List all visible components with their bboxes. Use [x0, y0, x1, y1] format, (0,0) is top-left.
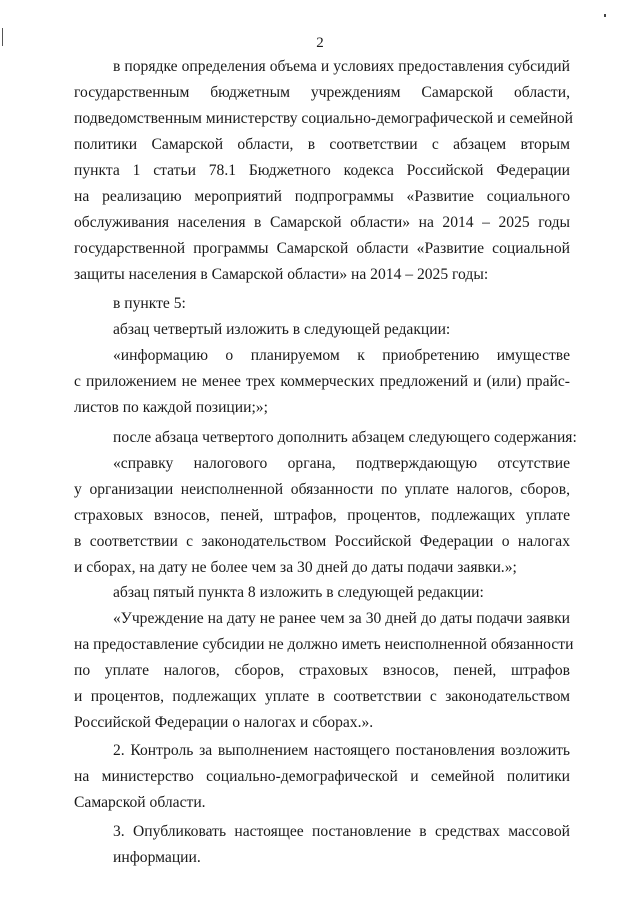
text-line: 3. Опубликовать настоящее постановление в средствах массовой	[113, 823, 570, 840]
page-number: 2	[316, 35, 324, 51]
text-line: после абзаца четвертого дополнить абзацем следующего содержания:	[113, 429, 577, 446]
text-line: на реализацию мероприятий подпрограммы «Развитие социального	[74, 188, 570, 205]
text-line: на министерство социально-демографической и семейной политики	[74, 768, 570, 785]
text-line: «информацию о планируемом к приобретению имуществе	[113, 347, 570, 364]
text-line: в соответствии с законодательством Российской Федерации о налогах	[74, 533, 570, 550]
text-line: у организации неисполненной обязанности по уплате налогов, сборов,	[74, 481, 570, 498]
scan-speck	[604, 14, 606, 17]
text-line: 2. Контроль за выполнением настоящего постановления возложить	[113, 742, 570, 759]
text-line: пункта 1 статьи 78.1 Бюджетного кодекса Российской Федерации	[74, 162, 570, 179]
text-line: «справку налогового органа, подтверждающую отсутствие	[113, 455, 570, 472]
text-line: абзац пятый пункта 8 изложить в следующей редакции:	[113, 584, 484, 601]
text-line: и сборах, на дату не более чем за 30 дней до даты подачи заявки.»;	[74, 559, 517, 576]
text-line: информации.	[113, 849, 201, 866]
text-line: и процентов, подлежащих уплате в соответствии с законодательством	[74, 688, 570, 705]
text-line: политики Самарской области, в соответствии с абзацем вторым	[74, 136, 570, 153]
text-line: подведомственным министерству социально-демографической и семейной	[74, 110, 573, 127]
text-line: Российской Федерации о налогах и сборах.».	[74, 714, 374, 731]
text-line: государственной программы Самарской области «Развитие социальной	[74, 240, 570, 257]
text-line: «Учреждение на дату не ранее чем за 30 дней до даты подачи заявки	[113, 610, 570, 627]
text-line: абзац четвертый изложить в следующей редакции:	[113, 321, 451, 338]
text-line: Самарской области.	[74, 794, 206, 811]
text-line: обслуживания населения в Самарской области» на 2014 – 2025 годы	[74, 214, 570, 231]
text-line: с приложением не менее трех коммерческих предложений и (или) прайс-	[74, 373, 570, 390]
text-line: листов по каждой позиции;»;	[74, 399, 268, 416]
text-line: на предоставление субсидии не должно иметь неисполненной обязанности	[74, 636, 574, 653]
text-line: в порядке определения объема и условиях предоставления субсидий	[113, 58, 570, 75]
text-line: защиты населения в Самарской области» на 2014 – 2025 годы:	[74, 266, 489, 283]
text-line: страховых взносов, пеней, штрафов, процентов, подлежащих уплате	[74, 507, 570, 524]
text-line: в пункте 5:	[113, 295, 186, 312]
text-line: по уплате налогов, сборов, страховых взносов, пеней, штрафов	[74, 662, 570, 679]
text-line: государственным бюджетным учреждениям Самарской области,	[74, 84, 570, 101]
